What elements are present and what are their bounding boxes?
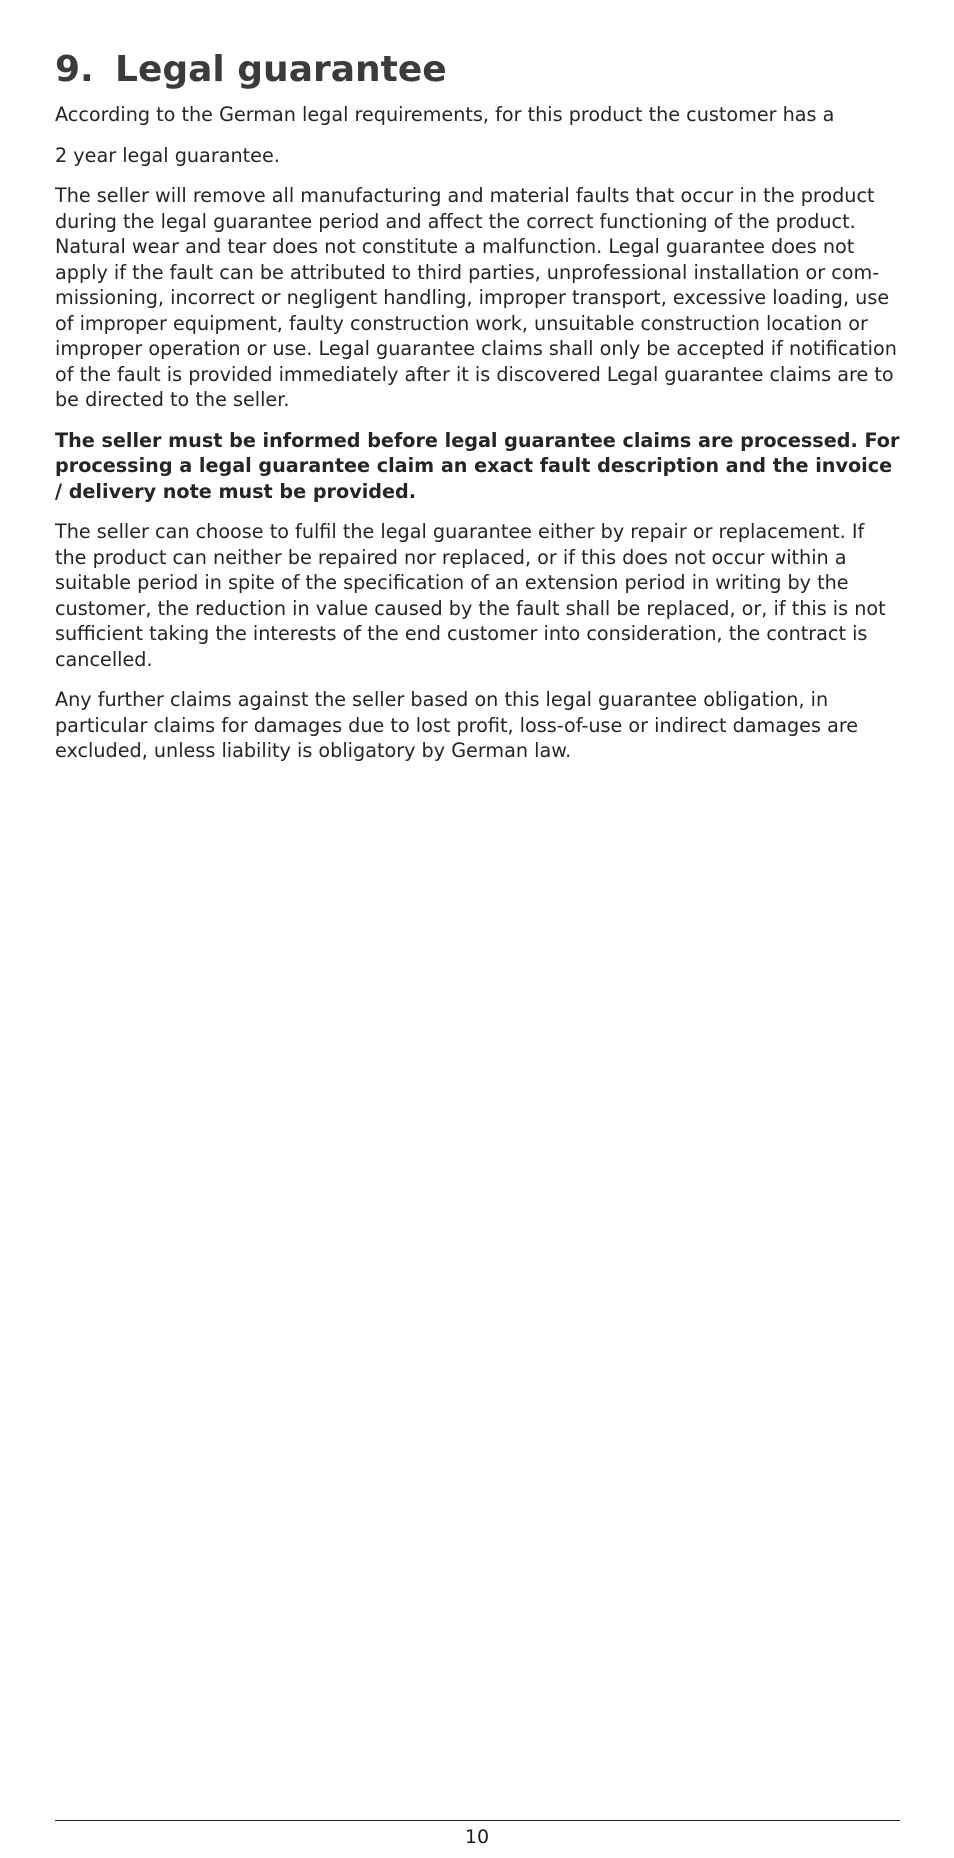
- section-heading: [55, 48, 901, 92]
- page-number: 10: [464, 1826, 490, 1848]
- repair-replacement-paragraph: The seller can choose to fulfil the legal guarantee either by repair or replacement. If the product can neither be repaired nor replaced, or if this does not occur within a suitable period in spite of the specification of an extension period in writing by the customer, the reduction in value caused by the fault shall be replaced, or, if this is not sufficient taking the interests of the end customer into consideration, the contract is cancelled.: [55, 520, 886, 671]
- guarantee-duration-paragraph: 2 year legal guarantee.: [55, 143, 280, 167]
- page-content: [55, 48, 901, 779]
- footer-divider: [55, 1820, 900, 1821]
- section-number: 9.: [55, 49, 94, 90]
- intro-paragraph: According to the German legal requirements, for this product the customer has a: [55, 103, 835, 126]
- fault-removal-paragraph: The seller will remove all manufacturing and material faults that occur in the product during the legal guarantee period and affect the correct functioning of the product. Natural wear and tear does not constitute a malfunction. Legal guarantee does not apply if the fault can be attributed to third parties, unprofessional installation or com-missioning, incorrect or negligent handling, improper transport, excessive loading, use of improper equipment, faulty construction work, unsuitable construction location or improper operation or use. Legal guarantee claims shall only be accepted if notification of the fault is provided immediately after it is discovered Legal guarantee claims are to be directed to the seller.: [55, 184, 897, 411]
- further-claims-paragraph: Any further claims against the seller based on this legal guarantee obligation, in particular claims for damages due to lost profit, loss-of-use or indirect damages are excluded, unless liability is obligatory by German law.: [55, 688, 859, 762]
- claim-processing-notice: The seller must be informed before legal guarantee claims are processed. For processing a legal guarantee claim an exact fault description and the invoice / delivery note must be provided.: [55, 428, 900, 503]
- section-title: Legal guarantee: [115, 49, 447, 90]
